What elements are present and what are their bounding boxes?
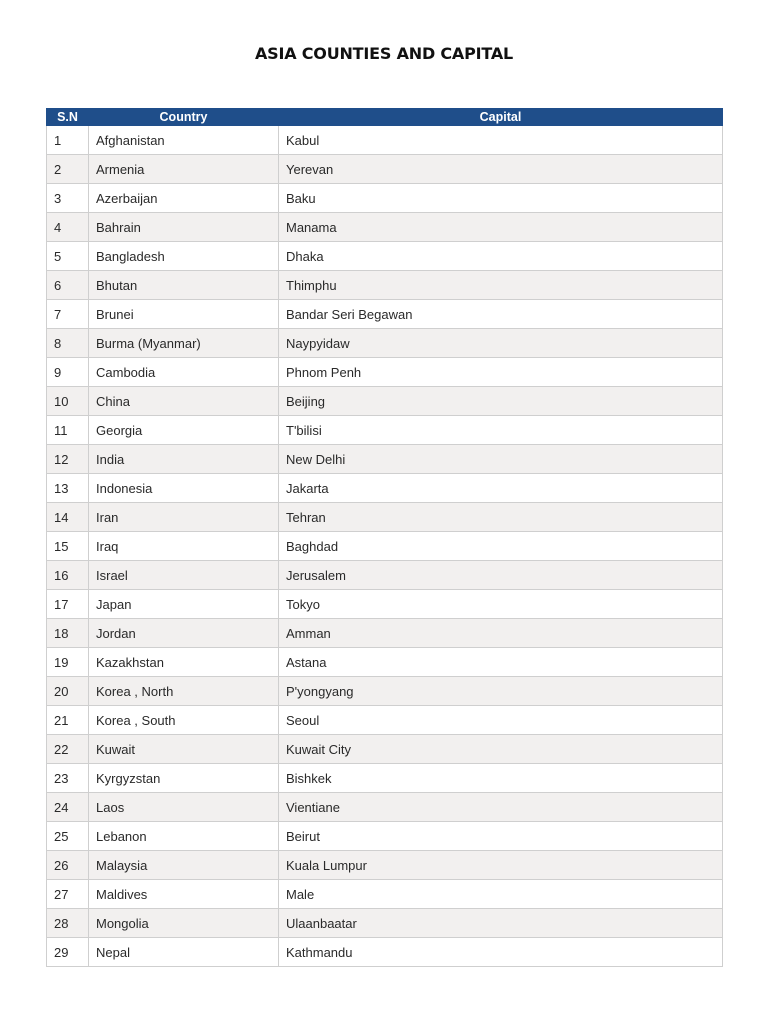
cell-capital: Jakarta: [279, 474, 723, 503]
cell-serial-number: 26: [47, 851, 89, 880]
cell-country: Bahrain: [89, 213, 279, 242]
cell-serial-number: 13: [47, 474, 89, 503]
cell-serial-number: 17: [47, 590, 89, 619]
cell-capital: Kuala Lumpur: [279, 851, 723, 880]
cell-capital: T'bilisi: [279, 416, 723, 445]
cell-capital: Tokyo: [279, 590, 723, 619]
cell-serial-number: 7: [47, 300, 89, 329]
cell-country: Maldives: [89, 880, 279, 909]
cell-capital: Ulaanbaatar: [279, 909, 723, 938]
cell-capital: Manama: [279, 213, 723, 242]
table-row: [47, 938, 723, 967]
table-row: [47, 387, 723, 416]
cell-country: Malaysia: [89, 851, 279, 880]
table-row: [47, 677, 723, 706]
cell-country: Kuwait: [89, 735, 279, 764]
cell-capital: Dhaka: [279, 242, 723, 271]
cell-capital: Seoul: [279, 706, 723, 735]
cell-capital: Bishkek: [279, 764, 723, 793]
cell-country: Lebanon: [89, 822, 279, 851]
table-row: [47, 735, 723, 764]
cell-capital: Vientiane: [279, 793, 723, 822]
table-row: [47, 242, 723, 271]
table-row: [47, 561, 723, 590]
page-title: ASIA COUNTIES AND CAPITAL: [254, 44, 514, 63]
cell-country: Afghanistan: [89, 126, 279, 155]
cell-serial-number: 25: [47, 822, 89, 851]
cell-serial-number: 24: [47, 793, 89, 822]
table-row: [47, 126, 723, 155]
country-capital-table: [46, 108, 723, 967]
table-row: [47, 764, 723, 793]
cell-capital: Yerevan: [279, 155, 723, 184]
cell-country: India: [89, 445, 279, 474]
table-row: [47, 909, 723, 938]
cell-country: Mongolia: [89, 909, 279, 938]
table-row: [47, 880, 723, 909]
cell-serial-number: 27: [47, 880, 89, 909]
cell-country: Brunei: [89, 300, 279, 329]
cell-capital: Baghdad: [279, 532, 723, 561]
table-header-row: [47, 109, 723, 126]
table-row: [47, 648, 723, 677]
cell-country: Azerbaijan: [89, 184, 279, 213]
cell-capital: Male: [279, 880, 723, 909]
cell-capital: Kabul: [279, 126, 723, 155]
cell-country: Laos: [89, 793, 279, 822]
cell-serial-number: 1: [47, 126, 89, 155]
table-row: [47, 329, 723, 358]
table-row: [47, 503, 723, 532]
table-row: [47, 184, 723, 213]
header-serial-number: S.N: [47, 109, 89, 126]
cell-capital: Beirut: [279, 822, 723, 851]
cell-country: Bangladesh: [89, 242, 279, 271]
cell-serial-number: 16: [47, 561, 89, 590]
table-row: [47, 445, 723, 474]
cell-serial-number: 8: [47, 329, 89, 358]
cell-serial-number: 20: [47, 677, 89, 706]
cell-serial-number: 12: [47, 445, 89, 474]
cell-capital: Amman: [279, 619, 723, 648]
table-row: [47, 416, 723, 445]
cell-capital: Naypyidaw: [279, 329, 723, 358]
header-country: Country: [89, 109, 279, 126]
cell-serial-number: 4: [47, 213, 89, 242]
cell-capital: Bandar Seri Begawan: [279, 300, 723, 329]
cell-serial-number: 18: [47, 619, 89, 648]
cell-serial-number: 22: [47, 735, 89, 764]
cell-serial-number: 9: [47, 358, 89, 387]
cell-capital: Baku: [279, 184, 723, 213]
cell-country: Nepal: [89, 938, 279, 967]
cell-country: Kazakhstan: [89, 648, 279, 677]
table-row: [47, 532, 723, 561]
cell-country: Jordan: [89, 619, 279, 648]
cell-capital: P'yongyang: [279, 677, 723, 706]
table-row: [47, 706, 723, 735]
table-body: [47, 126, 723, 967]
cell-country: Japan: [89, 590, 279, 619]
cell-serial-number: 15: [47, 532, 89, 561]
cell-country: Kyrgyzstan: [89, 764, 279, 793]
cell-country: Korea , North: [89, 677, 279, 706]
cell-capital: Kuwait City: [279, 735, 723, 764]
cell-capital: Phnom Penh: [279, 358, 723, 387]
header-capital: Capital: [279, 109, 723, 126]
cell-capital: New Delhi: [279, 445, 723, 474]
table-row: [47, 271, 723, 300]
cell-country: Cambodia: [89, 358, 279, 387]
cell-serial-number: 21: [47, 706, 89, 735]
cell-capital: Astana: [279, 648, 723, 677]
cell-country: Iraq: [89, 532, 279, 561]
cell-country: Iran: [89, 503, 279, 532]
cell-serial-number: 6: [47, 271, 89, 300]
table-row: [47, 822, 723, 851]
table-row: [47, 155, 723, 184]
cell-serial-number: 11: [47, 416, 89, 445]
cell-country: Georgia: [89, 416, 279, 445]
cell-country: Bhutan: [89, 271, 279, 300]
cell-serial-number: 14: [47, 503, 89, 532]
cell-country: Burma (Myanmar): [89, 329, 279, 358]
table-row: [47, 590, 723, 619]
cell-serial-number: 2: [47, 155, 89, 184]
cell-capital: Thimphu: [279, 271, 723, 300]
cell-country: Israel: [89, 561, 279, 590]
cell-serial-number: 10: [47, 387, 89, 416]
cell-capital: Beijing: [279, 387, 723, 416]
cell-serial-number: 29: [47, 938, 89, 967]
cell-country: Armenia: [89, 155, 279, 184]
cell-serial-number: 3: [47, 184, 89, 213]
table-row: [47, 793, 723, 822]
cell-country: China: [89, 387, 279, 416]
cell-capital: Kathmandu: [279, 938, 723, 967]
table-row: [47, 213, 723, 242]
cell-capital: Tehran: [279, 503, 723, 532]
cell-country: Korea , South: [89, 706, 279, 735]
table-row: [47, 300, 723, 329]
cell-capital: Jerusalem: [279, 561, 723, 590]
cell-serial-number: 28: [47, 909, 89, 938]
cell-country: Indonesia: [89, 474, 279, 503]
table-row: [47, 358, 723, 387]
table-row: [47, 474, 723, 503]
table-row: [47, 851, 723, 880]
table-row: [47, 619, 723, 648]
cell-serial-number: 23: [47, 764, 89, 793]
cell-serial-number: 5: [47, 242, 89, 271]
cell-serial-number: 19: [47, 648, 89, 677]
